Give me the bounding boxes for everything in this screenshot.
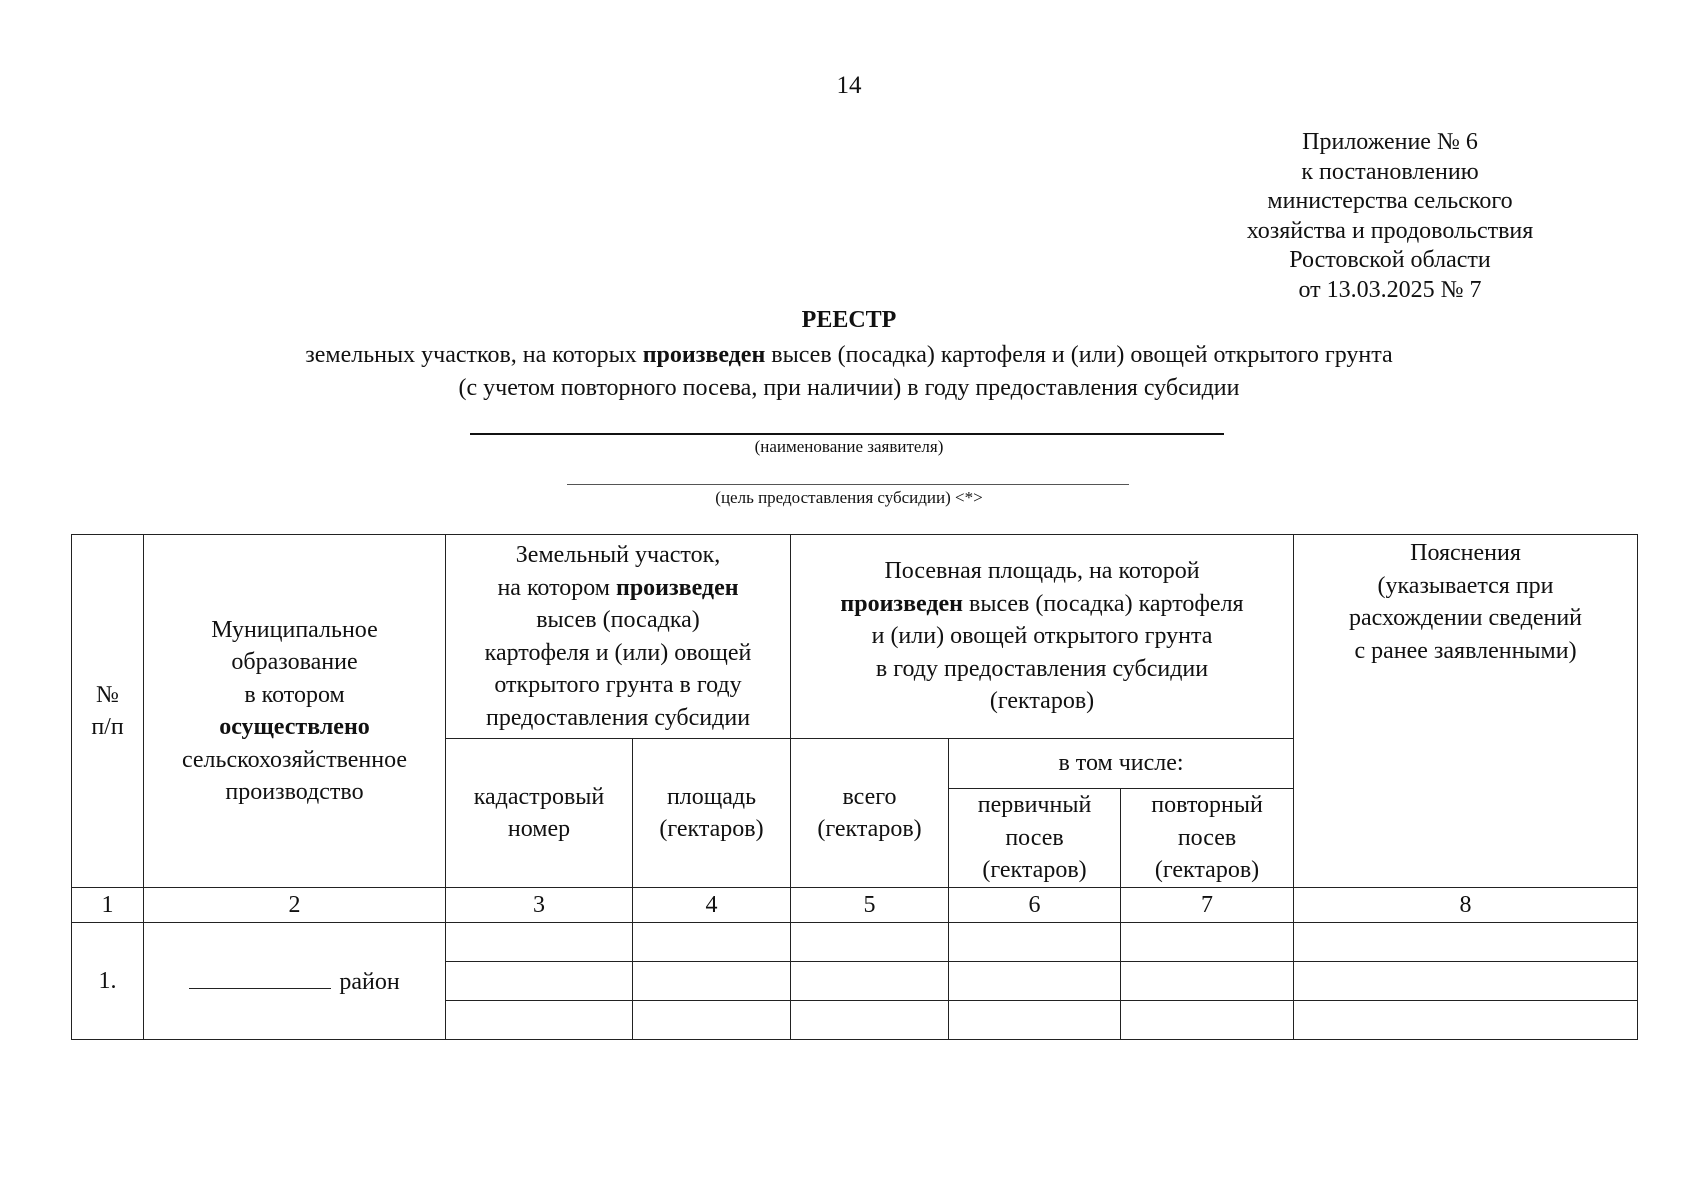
document-title: РЕЕСТР [801,307,897,333]
cadastral-cell[interactable] [446,962,633,1001]
repeat-cell[interactable] [1121,923,1294,962]
primary-cell[interactable] [949,923,1121,962]
column-number: 6 [949,888,1121,923]
appendix-line: к постановлению [1301,158,1479,185]
header-municipality: Муниципальное образование в котором осуществлено сельскохозяйственное производство [144,535,446,888]
column-number: 8 [1294,888,1638,923]
appendix-line: Приложение № 6 [1302,129,1478,155]
district-name-field[interactable] [189,966,331,989]
district-cell [144,923,446,1040]
subsidy-purpose-caption: (цель предоставления субсидии) <*> [715,488,983,507]
table-row [72,923,1638,962]
header-total: всего (гектаров) [791,739,949,888]
area-cell[interactable] [633,1001,791,1040]
appendix-line: Ростовской области [1289,247,1491,273]
appendix-block [1200,128,1580,305]
appendix-line: хозяйства и продовольствия [1246,217,1534,244]
area-cell[interactable] [633,962,791,1001]
header-including: в том числе: [949,739,1294,789]
area-cell[interactable] [633,923,791,962]
row-number: 1. [72,923,144,1040]
cadastral-cell[interactable] [446,923,633,962]
appendix-line: от 13.03.2025 № 7 [1298,276,1482,303]
header-sown-area: Посевная площадь, на которой произведен высев (посадка) картофеля и (или) овощей открытого грунта в году предоставления субсидии (гектаров) [791,535,1294,739]
primary-cell[interactable] [949,1001,1121,1040]
header-land-plot: Земельный участок, на котором произведен высев (посадка) картофеля и (или) овощей открытого грунта в году предоставления субсидии [446,535,791,739]
explanation-cell[interactable] [1294,923,1638,962]
header-explanations: Пояснения (указывается при расхождении сведений с ранее заявленными) [1294,535,1638,888]
total-cell[interactable] [791,923,949,962]
header-repeat-sowing: повторный посев (гектаров) [1121,789,1294,888]
subsidy-purpose-field[interactable] [567,484,1129,485]
appendix-line: министерства сельского [1267,188,1513,214]
total-cell[interactable] [791,1001,949,1040]
header-area: площадь (гектаров) [633,739,791,888]
registry-table [71,534,1638,1040]
column-number: 3 [446,888,633,923]
repeat-cell[interactable] [1121,1001,1294,1040]
column-number: 2 [144,888,446,923]
repeat-cell[interactable] [1121,962,1294,1001]
column-number: 4 [633,888,791,923]
header-cadastral: кадастровый номер [446,739,633,888]
header-number: № п/п [72,535,144,888]
header-row-top [72,535,1638,739]
district-label: район [339,968,400,995]
document-subtitle [100,339,1598,405]
page-number: 14 [836,72,862,99]
column-number: 7 [1121,888,1294,923]
subtitle-line-1: земельных участков, на которых произведен высев (посадка) картофеля и (или) овощей открытого грунта [305,342,1393,368]
explanation-cell[interactable] [1294,962,1638,1001]
primary-cell[interactable] [949,962,1121,1001]
total-cell[interactable] [791,962,949,1001]
explanation-cell[interactable] [1294,1001,1638,1040]
column-number: 5 [791,888,949,923]
column-number: 1 [72,888,144,923]
column-number-row [72,888,1638,923]
header-primary-sowing: первичный посев (гектаров) [949,789,1121,888]
cadastral-cell[interactable] [446,1001,633,1040]
applicant-name-caption: (наименование заявителя) [754,437,944,456]
applicant-name-field[interactable] [470,433,1224,435]
subtitle-line-2: (с учетом повторного посева, при наличии) в году предоставления субсидии [458,375,1240,401]
